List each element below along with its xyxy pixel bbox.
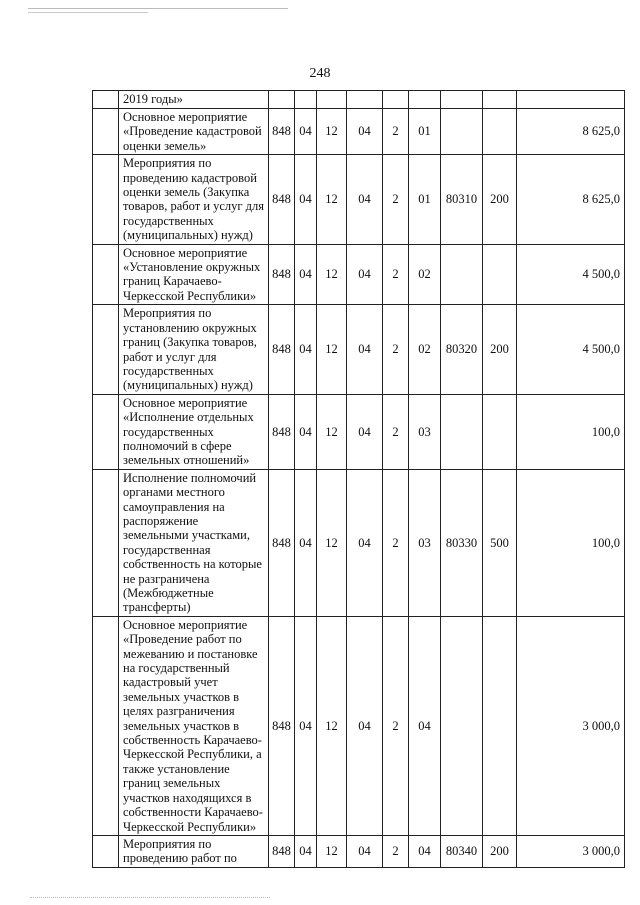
scan-edge-line [28, 12, 148, 13]
code-cell [441, 109, 483, 155]
code-cell: 12 [317, 155, 347, 244]
code-cell: 848 [269, 835, 295, 867]
amount-cell: 4 500,0 [517, 305, 625, 394]
code-cell [295, 91, 317, 109]
code-cell: 848 [269, 394, 295, 469]
code-cell: 12 [317, 109, 347, 155]
code-cell: 12 [317, 394, 347, 469]
code-cell: 12 [317, 244, 347, 305]
code-cell: 04 [409, 616, 441, 835]
code-cell [483, 394, 517, 469]
blank-cell [93, 394, 119, 469]
table-row [93, 305, 625, 394]
amount-cell: 100,0 [517, 394, 625, 469]
blank-cell [93, 616, 119, 835]
table-row [93, 244, 625, 305]
blank-cell [93, 244, 119, 305]
code-cell: 848 [269, 616, 295, 835]
blank-cell [93, 469, 119, 616]
item-name-cell: Мероприятия по установлению окружных границ (Закупка товаров, работ и услуг для государственных (муниципальных) нужд) [119, 305, 269, 394]
code-cell: 04 [347, 305, 383, 394]
code-cell: 04 [347, 394, 383, 469]
code-cell: 80330 [441, 469, 483, 616]
code-cell [409, 91, 441, 109]
code-cell [483, 244, 517, 305]
item-name-cell: Основное мероприятие «Установление окружных границ Карачаево-Черкесской Республики» [119, 244, 269, 305]
scan-edge-line [28, 8, 288, 9]
code-cell [317, 91, 347, 109]
code-cell: 848 [269, 155, 295, 244]
code-cell: 2 [383, 244, 409, 305]
code-cell: 200 [483, 155, 517, 244]
blank-cell [93, 91, 119, 109]
code-cell: 04 [295, 469, 317, 616]
item-name-cell: 2019 годы» [119, 91, 269, 109]
code-cell: 200 [483, 835, 517, 867]
code-cell: 200 [483, 305, 517, 394]
code-cell: 12 [317, 469, 347, 616]
code-cell: 04 [347, 109, 383, 155]
code-cell: 848 [269, 109, 295, 155]
code-cell [383, 91, 409, 109]
table-row [93, 469, 625, 616]
code-cell: 04 [295, 244, 317, 305]
code-cell: 80310 [441, 155, 483, 244]
code-cell: 848 [269, 305, 295, 394]
page-number: 248 [309, 66, 331, 81]
code-cell: 04 [347, 244, 383, 305]
code-cell: 01 [409, 109, 441, 155]
code-cell: 04 [347, 155, 383, 244]
code-cell: 12 [317, 835, 347, 867]
amount-cell [517, 91, 625, 109]
code-cell: 02 [409, 244, 441, 305]
amount-cell: 100,0 [517, 469, 625, 616]
table-row [93, 835, 625, 867]
code-cell: 2 [383, 835, 409, 867]
code-cell: 04 [295, 394, 317, 469]
code-cell: 04 [347, 616, 383, 835]
code-cell: 04 [295, 305, 317, 394]
code-cell: 04 [295, 835, 317, 867]
code-cell: 2 [383, 305, 409, 394]
code-cell: 03 [409, 469, 441, 616]
code-cell: 01 [409, 155, 441, 244]
blank-cell [93, 155, 119, 244]
item-name-cell: Основное мероприятие «Проведение кадастровой оценки земель» [119, 109, 269, 155]
code-cell: 2 [383, 109, 409, 155]
code-cell: 2 [383, 394, 409, 469]
code-cell [483, 91, 517, 109]
table-row [93, 109, 625, 155]
table-row [93, 616, 625, 835]
code-cell: 12 [317, 305, 347, 394]
amount-cell: 8 625,0 [517, 155, 625, 244]
code-cell [441, 394, 483, 469]
code-cell: 848 [269, 244, 295, 305]
budget-table [92, 90, 625, 868]
code-cell [441, 616, 483, 835]
amount-cell: 8 625,0 [517, 109, 625, 155]
code-cell [483, 616, 517, 835]
code-cell: 04 [409, 835, 441, 867]
code-cell: 02 [409, 305, 441, 394]
code-cell: 2 [383, 155, 409, 244]
code-cell: 500 [483, 469, 517, 616]
item-name-cell: Исполнение полномочий органами местного самоуправления на распоряжение земельными участками, государственная собственность на которые не разграничена (Межбюджетные трансферты) [119, 469, 269, 616]
code-cell: 03 [409, 394, 441, 469]
blank-cell [93, 109, 119, 155]
code-cell: 04 [347, 469, 383, 616]
table-row [93, 394, 625, 469]
code-cell: 04 [295, 109, 317, 155]
scan-edge-line [30, 897, 270, 898]
amount-cell: 3 000,0 [517, 835, 625, 867]
amount-cell: 3 000,0 [517, 616, 625, 835]
code-cell: 2 [383, 469, 409, 616]
blank-cell [93, 835, 119, 867]
item-name-cell: Мероприятия по проведению работ по [119, 835, 269, 867]
code-cell [441, 91, 483, 109]
code-cell: 80320 [441, 305, 483, 394]
amount-cell: 4 500,0 [517, 244, 625, 305]
code-cell: 2 [383, 616, 409, 835]
code-cell [441, 244, 483, 305]
code-cell: 12 [317, 616, 347, 835]
table-row [93, 155, 625, 244]
item-name-cell: Основное мероприятие «Проведение работ по межеванию и постановке на государственный кадастровый учет земельных участков в целях разграничения земельных участков в собственность Карачаево-Черкесской Республики, а также установление границ земельных участков находящихся в собственности Карачаево-Черкесской Республики» [119, 616, 269, 835]
item-name-cell: Мероприятия по проведению кадастровой оценки земель (Закупка товаров, работ и услуг для государственных (муниципальных) нужд) [119, 155, 269, 244]
table-row [93, 91, 625, 109]
code-cell [269, 91, 295, 109]
code-cell: 80340 [441, 835, 483, 867]
code-cell: 04 [295, 155, 317, 244]
code-cell [347, 91, 383, 109]
code-cell: 04 [347, 835, 383, 867]
code-cell: 04 [295, 616, 317, 835]
item-name-cell: Основное мероприятие «Исполнение отдельных государственных полномочий в сфере земельных отношений» [119, 394, 269, 469]
code-cell [483, 109, 517, 155]
code-cell: 848 [269, 469, 295, 616]
blank-cell [93, 305, 119, 394]
